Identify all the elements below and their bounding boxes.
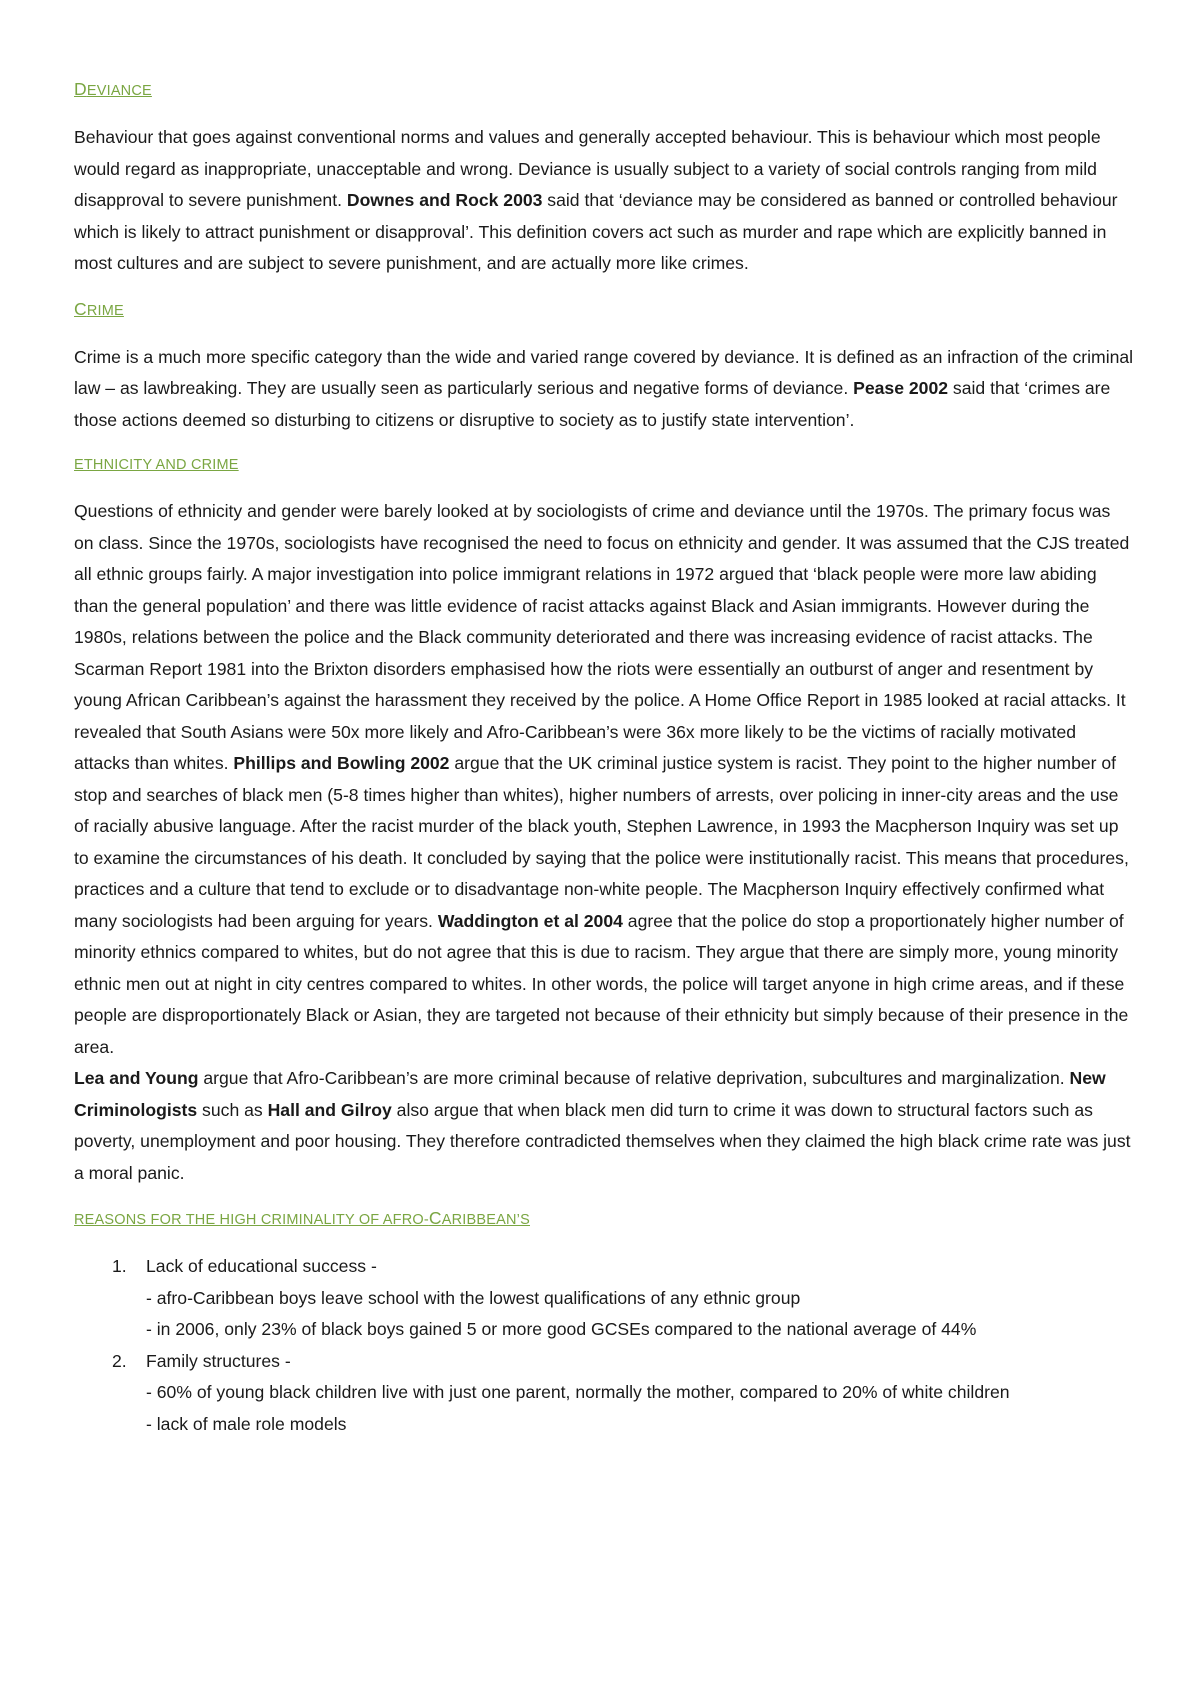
paragraph-ethnicity-1: Questions of ethnicity and gender were barely looked at by sociologists of crime and deviance until the 1970s. The primary focus was on class. Since the 1970s, sociologists have recognised the need to focus on ethnicity and gender. It was assumed that the CJS treated all ethnic groups fairly. A major investigation into police immigrant relations in 1972 argued that ‘black people were more law abiding than the general population’ and there was little evidence of racist attacks against Black and Asian immigrants. However during the 1980s, relations between the police and the Black community deteriorated and there was increasing evidence of racist attacks. The Scarman Report 1981 into the Brixton disorders emphasised how the riots were essentially an outburst of anger and resentment by young African Caribbean’s against the harassment they received by the police. A Home Office Report in 1985 looked at racial attacks. It revealed that South Asians were 50x more likely and Afro-Caribbean’s were 36x more likely to be the victims of racially motivated attacks than whites. Phillips and Bowling 2002 argue that the UK criminal justice system is racist. They point to the higher number of stop and searches of black men (5-8 times higher than whites), higher numbers of arrests, over policing in inner-city areas and the use of racially abusive language. After the racist murder of the black youth, Stephen Lawrence, in 1993 the Macpherson Inquiry was set up to examine the circumstances of his death. It concluded by saying that the police were institutionally racist. This means that procedures, practices and a culture that tend to exclude or to disadvantage non-white people. The Macpherson Inquiry effectively confirmed what many sociologists had been arguing for years. Waddington et al 2004 agree that the police do stop a proportionately higher number of minority ethnics compared to whites, but do not agree that this is due to racism. They argue that there are simply more, young minority ethnic men out at night in city centres compared to whites. In other words, the police will target anyone in high crime areas, and if these people are disproportionately Black or Asian, they are targeted not because of their ethnicity but simply because of their presence in the area.	[74, 501, 1130, 1057]
list-item-point: - in 2006, only 23% of black boys gained 5 or more good GCSEs compared to the national average of 44%	[146, 1319, 977, 1339]
list-number: 2.	[112, 1350, 127, 1371]
list-item-point: - afro-Caribbean boys leave school with the lowest qualifications of any ethnic group	[146, 1287, 801, 1308]
cited-author: Pease 2002	[853, 378, 949, 398]
cited-author: Lea and Young	[74, 1068, 199, 1088]
cited-author: Waddington et al 2004	[437, 910, 623, 931]
list-item	[74, 1251, 1134, 1346]
heading-reasons: REASONS FOR THE HIGH CRIMINALITY OF AFRO-CARIBBEAN’S	[74, 1208, 530, 1228]
paragraph-ethnicity-2: Lea and Young argue that Afro-Caribbean’s are more criminal because of relative deprivation, subcultures and marginalization. New Criminologists such as Hall and Gilroy also argue that when black men did turn to crime it was down to structural factors such as poverty, unemployment and poor housing. They therefore contradicted themselves when they claimed the high black crime rate was just a moral panic.	[74, 1068, 1131, 1183]
list-item	[74, 1346, 1134, 1441]
heading-ethnicity-and-crime: ETHNICITY AND CRIME	[74, 457, 239, 473]
list-number: 1.	[112, 1256, 127, 1276]
reasons-list	[74, 1251, 1134, 1440]
list-item-title: Family structures -	[146, 1350, 291, 1371]
cited-author: Downes and Rock 2003	[346, 190, 543, 210]
list-item-point: - 60% of young black children live with just one parent, normally the mother, compared to 20% of white children	[146, 1382, 1010, 1402]
heading-deviance: DEVIANCE	[74, 79, 152, 99]
cited-author: Phillips and Bowling 2002	[233, 753, 450, 773]
cited-author: Hall and Gilroy	[267, 1099, 392, 1120]
document-page	[74, 74, 1134, 1440]
heading-crime: CRIME	[74, 298, 124, 319]
paragraph-deviance: Behaviour that goes against conventional norms and values and generally accepted behaviour. This is behaviour which most people would regard as inappropriate, unacceptable and wrong. Deviance is usually subject to a variety of social controls ranging from mild disapproval to severe punishment. Downes and Rock 2003 said that ‘deviance may be considered as banned or controlled behaviour which is likely to attract punishment or disapproval’. This definition covers act such as murder and rape which are explicitly banned in most cultures and are subject to severe punishment, and are actually more like crimes.	[74, 127, 1118, 273]
list-item-title: Lack of educational success -	[146, 1256, 377, 1276]
paragraph-crime: Crime is a much more specific category than the wide and varied range covered by deviance. It is defined as an infraction of the criminal law – as lawbreaking. They are usually seen as particularly serious and negative forms of deviance. Pease 2002 said that ‘crimes are those actions deemed so disturbing to citizens or disruptive to society as to justify state intervention’.	[74, 346, 1134, 430]
list-item-point: - lack of male role models	[146, 1413, 347, 1434]
cited-author: New Criminologists	[74, 1068, 1106, 1120]
